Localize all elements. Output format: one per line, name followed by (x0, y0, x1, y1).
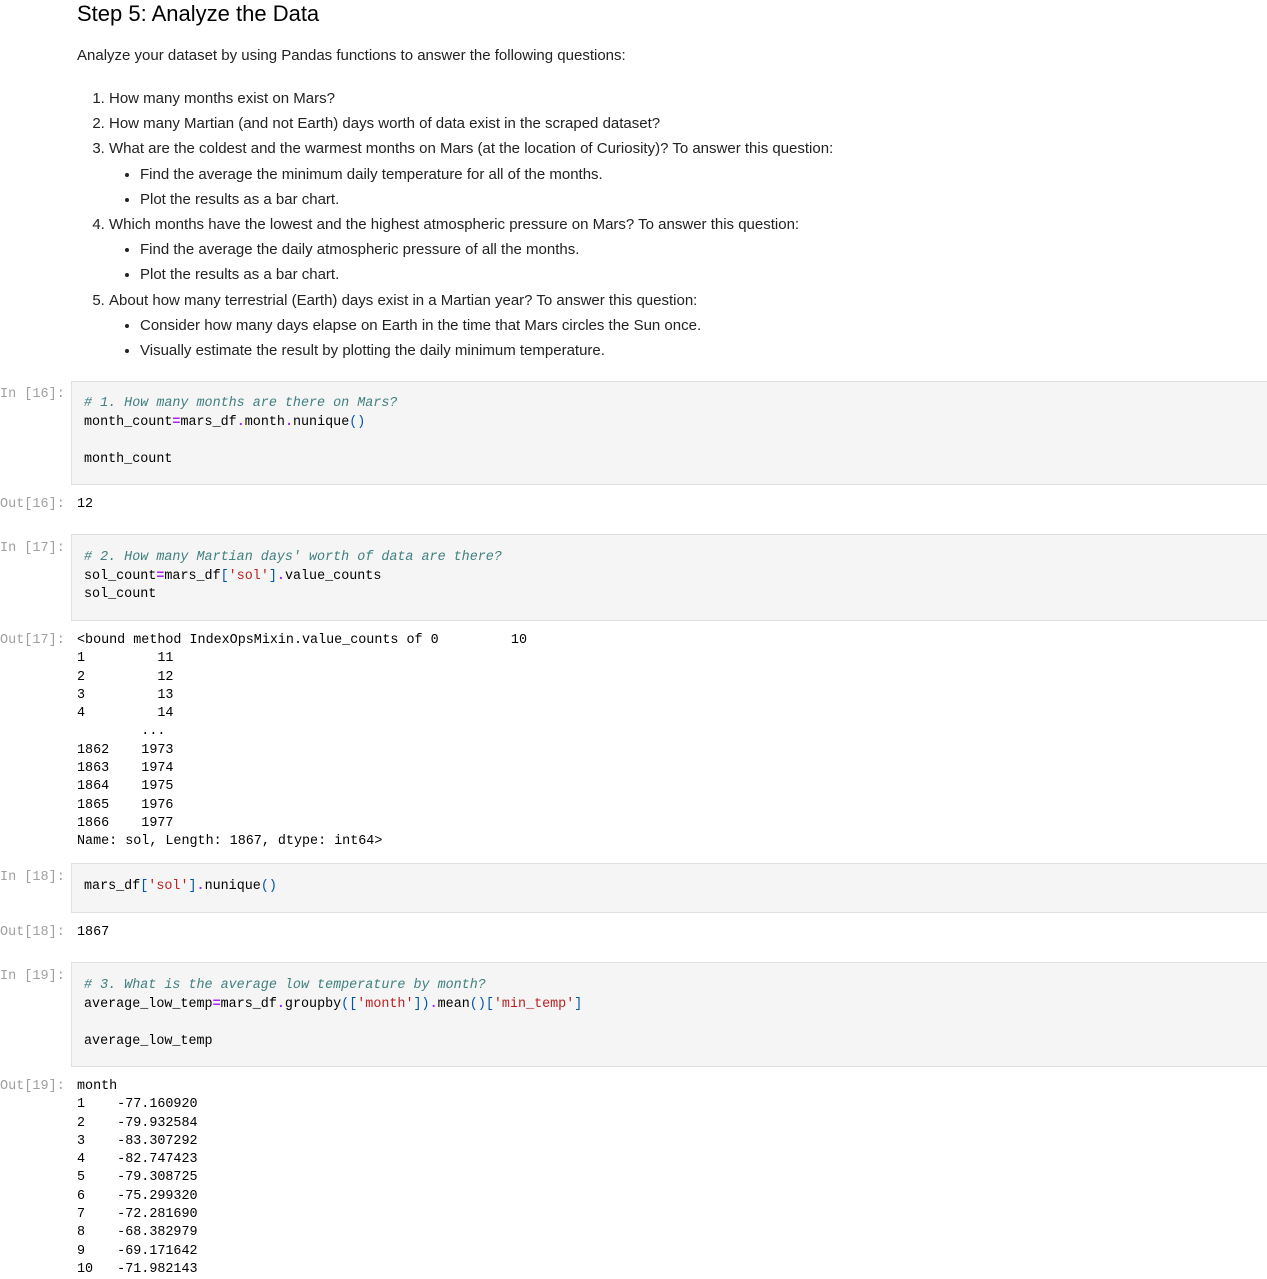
question-item (109, 136, 833, 212)
code-comment: # 2. How many Martian days' worth of data are there? (84, 550, 502, 565)
in-prompt-19: In [19]: (0, 969, 65, 984)
question-text: How many months exist on Mars? (109, 90, 335, 107)
code-token: nunique (204, 879, 261, 894)
intro-paragraph: Analyze your dataset by using Pandas functions to answer the following questions: (77, 47, 626, 64)
out-prompt-16: Out[16]: (0, 497, 65, 512)
bullet-item: • Find the average the daily atmospheric pressure of all the months. (140, 237, 833, 262)
code-token: average_low_temp (84, 996, 213, 1012)
bullet-item: • Plot the results as a bar chart. (140, 187, 833, 212)
question-item (109, 86, 833, 111)
cell-output-17: <bound method IndexOpsMixin.value_counts of 0 10 1 11 2 12 3 13 4 14 ... 1862 1973 1863 1974 1864 1975 1865 1976 1866 1977 Name: sol, Length: 1867, dtype: int64> (77, 633, 527, 850)
bullet-item: • Consider how many days elapse on Earth in the time that Mars circles the Sun once. (140, 313, 833, 338)
bullet-item: • Plot the results as a bar chart. (140, 262, 833, 287)
code-token: month_count (84, 451, 173, 467)
in-prompt-16: In [16]: (0, 387, 65, 402)
question-text: How many Martian (and not Earth) days worth of data exist in the scraped dataset? (109, 115, 661, 133)
code-token: month (244, 414, 285, 430)
code-token: mars_df (84, 879, 141, 894)
code-token: mars_df (164, 568, 221, 584)
code-comment: # 3. What is the average low temperature by month? (84, 978, 486, 993)
code-token: groupby (284, 996, 342, 1012)
code-string: 'month' (357, 996, 414, 1012)
cell-output-16: 12 (77, 497, 94, 512)
code-string: 'sol' (148, 879, 189, 894)
section-heading: Step 5: Analyze the Data (77, 1, 320, 26)
code-comment: # 1. How many months are there on Mars? (84, 396, 398, 411)
code-token: sol_count (84, 587, 157, 602)
question-item (109, 111, 833, 136)
code-cell-19[interactable] (71, 962, 1267, 1067)
code-token: average_low_temp (84, 1033, 213, 1049)
code-token: () (349, 414, 366, 430)
questions-list (77, 86, 833, 363)
code-cell-16[interactable] (71, 381, 1267, 485)
code-editor[interactable]: # 1. How many months are there on Mars? month_count=mars_df.month.nunique() month_count (84, 396, 398, 467)
cell-output-19: month 1 -77.160920 2 -79.932584 3 -83.307292 4 -82.747423 5 -79.308725 6 -75.299320 7 -72.281690 8 -68.382979 9 -69.171642 10 -71.982143 (77, 1079, 198, 1277)
code-token: value_counts (284, 568, 382, 584)
code-token: mars_df (220, 996, 277, 1012)
code-token: month_count (84, 414, 173, 430)
code-token: sol_count (84, 568, 157, 584)
in-prompt-17: In [17]: (0, 541, 65, 556)
code-editor[interactable]: # 2. How many Martian days' worth of data are there? sol_count=mars_df['sol'].value_counts sol_count (84, 550, 502, 602)
cell-output-18: 1867 (77, 925, 110, 940)
code-token: nunique (292, 414, 350, 430)
in-prompt-18: In [18]: (0, 870, 65, 885)
bullet-item: • Visually estimate the result by plotting the daily minimum temperature. (140, 338, 833, 363)
code-string: 'min_temp' (493, 996, 575, 1012)
code-token: mars_df (180, 414, 237, 430)
question-item (109, 288, 833, 364)
code-token: mean (437, 996, 470, 1012)
code-editor[interactable]: mars_df['sol'].nunique() (84, 879, 277, 894)
question-text: What are the coldest and the warmest months on Mars (at the location of Curiosity)? To answer this question: (109, 140, 834, 158)
code-string: 'sol' (228, 568, 269, 584)
question-text: Which months have the lowest and the highest atmospheric pressure on Mars? To answer this question: (109, 216, 800, 234)
code-cell-18[interactable] (71, 863, 1267, 913)
out-prompt-17: Out[17]: (0, 633, 65, 648)
code-cell-17[interactable] (71, 534, 1267, 621)
out-prompt-19: Out[19]: (0, 1079, 65, 1094)
question-text: About how many terrestrial (Earth) days exist in a Martian year? To answer this question: (109, 291, 698, 309)
out-prompt-18: Out[18]: (0, 925, 65, 940)
code-editor[interactable]: # 3. What is the average low temperature by month? average_low_temp=mars_df.groupby(['month']).mean()['min_temp'] average_low_temp (84, 978, 583, 1049)
question-item (109, 212, 833, 288)
bullet-item: • Find the average the minimum daily temperature for all of the months. (140, 162, 833, 187)
